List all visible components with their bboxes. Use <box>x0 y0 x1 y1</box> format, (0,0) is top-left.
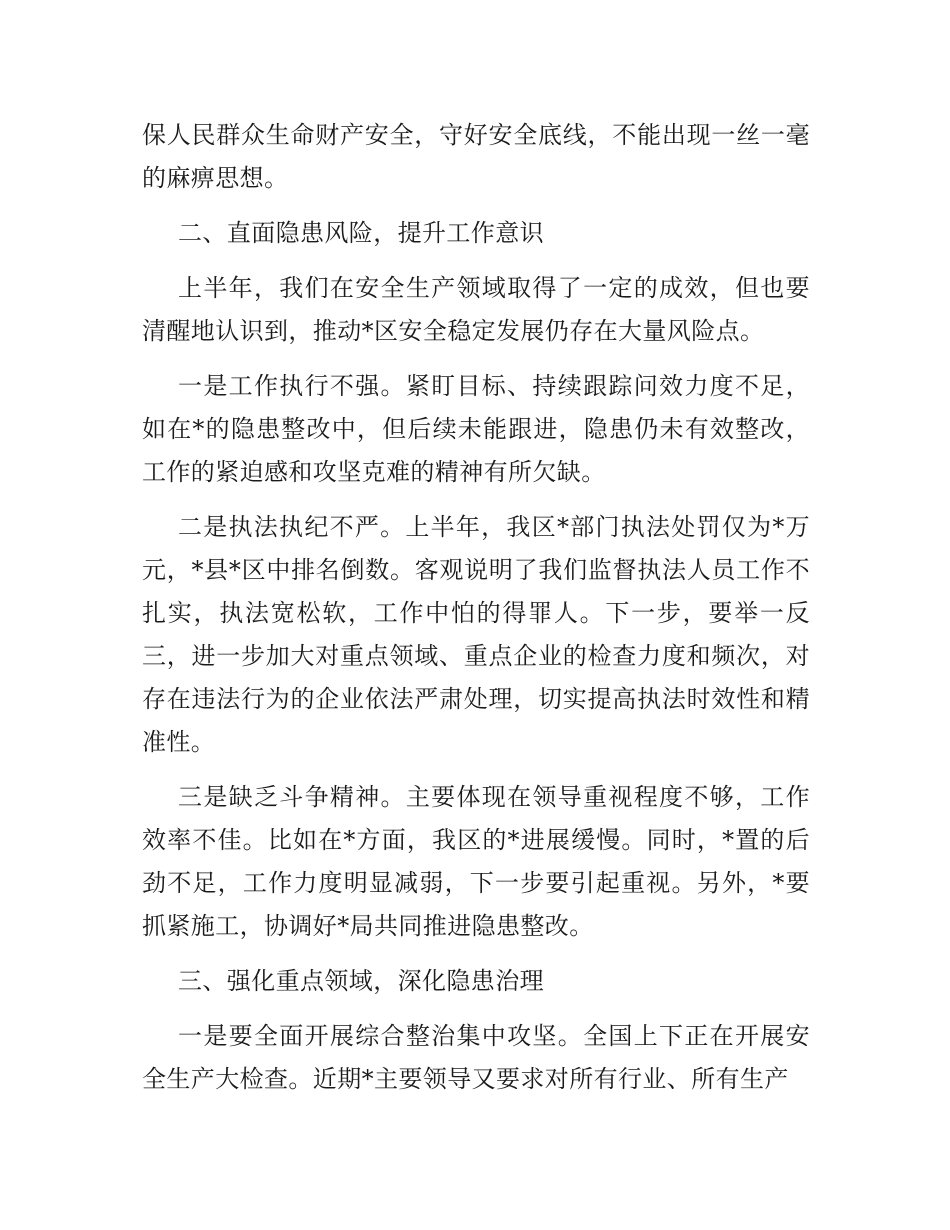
paragraph-continuation: 保人民群众生命财产安全，守好安全底线，不能出现一丝一毫的麻痹思想。 <box>142 121 810 192</box>
section-heading-2: 二、直面隐患风险，提升工作意识 <box>178 219 544 247</box>
document-body <box>142 114 810 1113</box>
paragraph: 三是缺乏斗争精神。主要体现在领导重视程度不够，工作效率不佳。比如在*方面，我区的*进展缓慢。同时，*置的后劲不足，工作力度明显减弱，下一步要引起重视。另外，*要抓紧施工，协调好*局共同推进隐患整改。 <box>142 783 810 940</box>
paragraph: 一是要全面开展综合整治集中攻坚。全国上下正在开展安全生产大检查。近期*主要领导又要求对所有行业、所有生产 <box>142 1022 810 1093</box>
paragraph: 一是工作执行不强。紧盯目标、持续跟踪问效力度不足，如在*的隐患整改中，但后续未能跟进，隐患仍未有效整改，工作的紧迫感和攻坚克难的精神有所欠缺。 <box>142 372 810 486</box>
paragraph: 二是执法执纪不严。上半年，我区*部门执法处罚仅为*万元，*县*区中排名倒数。客观说明了我们监督执法人员工作不扎实，执法宽松软，工作中怕的得罪人。下一步，要举一反三，进一步加大对重点领域、重点企业的检查力度和频次，对存在违法行为的企业依法严肃处理，切实提高执法时效性和精准性。 <box>142 513 810 756</box>
paragraph: 上半年，我们在安全生产领域取得了一定的成效，但也要清醒地认识到，推动*区安全稳定发展仍存在大量风险点。 <box>142 274 810 345</box>
section-heading-3: 三、强化重点领域，深化隐患治理 <box>178 967 544 995</box>
